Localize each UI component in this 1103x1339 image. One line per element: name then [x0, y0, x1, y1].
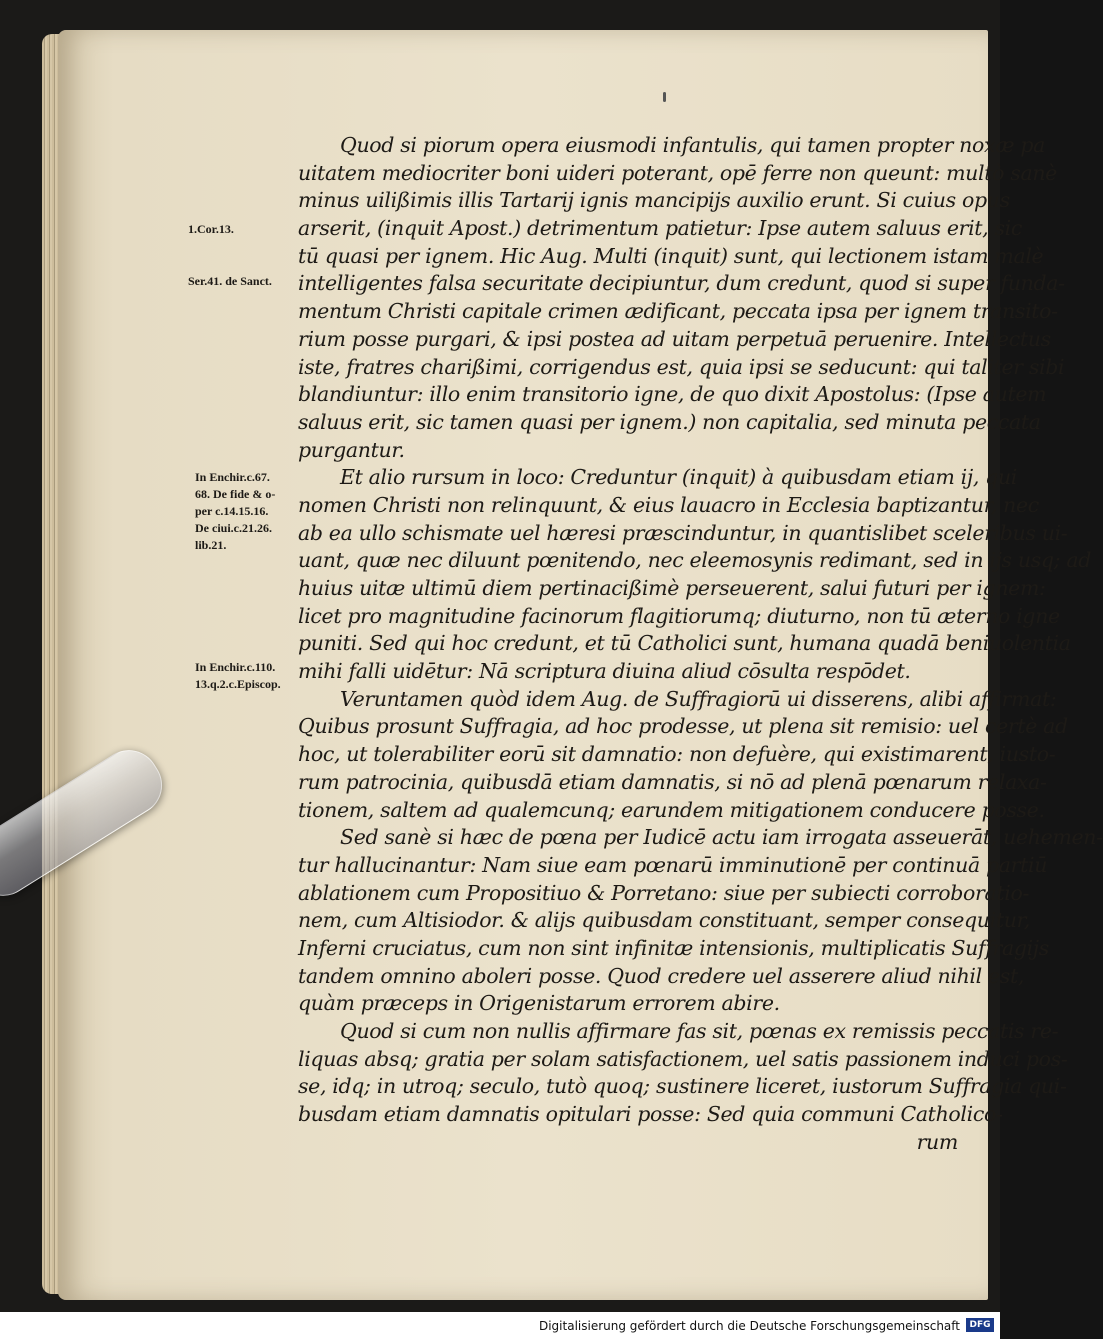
text-line: rum	[916, 1129, 958, 1154]
text-line: licet pro magnitudine facinorum flagitiorumq; diuturno, non tū æterno igne	[298, 603, 1060, 628]
text-line: mihi falli uidētur: Nā scriptura diuina aliud cōsulta respōdet.	[298, 659, 911, 684]
text-line: hoc, ut tolerabiliter eorū sit damnatio: non defuère, qui existimarent, iusto-	[298, 742, 1056, 767]
text-line: ab ea ullo schismate uel hæresi præscinduntur, in quantislibet sceleribus ui-	[298, 520, 1068, 545]
margin-note-enchiridion-67	[195, 469, 275, 554]
text-line: puniti. Sed qui hoc credunt, et tū Catholici sunt, humana quadā beniuolentia	[298, 631, 1071, 656]
text-line: minus uilißimis illis Tartarij ignis mancipijs auxilio erunt. Si cuius opus	[298, 188, 1010, 213]
text-line: Inferni cruciatus, cum non sint infinitæ intensionis, multiplicatis Suffragijs	[298, 935, 1049, 960]
margin-note-line: lib.21.	[195, 538, 227, 552]
main-text-block	[298, 132, 1103, 1156]
text-line: tū quasi per ignem. Hic Aug. Multi (inquit) sunt, qui lectionem istam malè	[298, 243, 1044, 268]
text-line: busdam etiam damnatis opitulari posse: Sed quia communi Catholico-	[298, 1102, 1003, 1127]
text-line: Quod si piorum opera eiusmodi infantulis, qui tamen propter noxæ pa	[340, 133, 1045, 157]
text-line: nem, cum Altisiodor. & alijs quibusdam constituant, semper consequitur,	[298, 908, 1030, 933]
margin-note-line: 68. De fide & o-	[195, 487, 276, 501]
text-line: arserit, (inquit Apost.) detrimentum patietur: Ipse autem saluus erit, sic	[298, 216, 1023, 241]
text-line: rium posse purgari, & ipsi postea ad uitam perpetuā peruenire. Intellectus	[298, 326, 1051, 351]
text-line: uant, quæ nec diluunt pœnitendo, nec eleemosynis redimant, sed in ijs usq; ad	[298, 548, 1092, 573]
text-line: saluus erit, sic tamen quasi per ignem.) non capitalia, sed minuta peccata	[298, 409, 1041, 434]
text-line: Et alio rursum in loco: Creduntur (inquit) à quibusdam etiam ij, qui	[340, 465, 1018, 490]
text-line: tur hallucinantur: Nam siue eam pœnarū imminutionē per continuā partiū	[298, 852, 1048, 877]
margin-note-line: In Enchir.c.67.	[195, 470, 270, 484]
text-line: Veruntamen quòd idem Aug. de Suffragiorū ui disserens, alibi affirmat:	[340, 686, 1057, 711]
text-line: Sed sanè si hæc de pœna per Iudicē actu iam irrogata asseuerāt, uehemen-	[340, 825, 1103, 850]
text-line: huius uitæ ultimū diem pertinacißimè perseuerent, salui futuri per ignem:	[298, 576, 1046, 600]
footer-bar	[0, 1312, 1000, 1339]
text-line: rum patrocinia, quibusdā etiam damnatis, si nō ad plenā pœnarum relaxa-	[298, 769, 1047, 794]
text-line: se, idq; in utroq; seculo, tutò quoq; sustinere liceret, iustorum Suffragia qui-	[298, 1074, 1067, 1099]
margin-note-line: per c.14.15.16.	[195, 504, 269, 518]
page-mark	[663, 92, 666, 102]
margin-note-line: De ciui.c.21.26.	[195, 521, 272, 535]
margin-note-line: 1.Cor.13.	[188, 222, 234, 236]
text-line: purgantur.	[298, 437, 405, 462]
text-line: liquas absq; gratia per solam satisfactionem, uel satis passionem induci pos-	[298, 1046, 1068, 1071]
text-line: nomen Christi non relinquunt, & eius lauacro in Ecclesia baptizantur, nec	[298, 492, 1039, 517]
dfg-logo: DFG	[966, 1318, 994, 1332]
margin-note-enchiridion-110	[195, 659, 281, 693]
margin-note-sermon	[188, 273, 272, 290]
text-line: ablationem cum Propositiuo & Porretano: siue per subiecti corroboratio-	[298, 880, 1030, 905]
text-line: tandem omnino aboleri posse. Quod credere uel asserere aliud nihil est,	[298, 963, 1025, 988]
margin-note-1-cor	[188, 221, 234, 238]
text-line: iste, fratres charißimi, corrigendus est, quia ipsi se seducunt: qui taliter sibi	[298, 354, 1065, 379]
margin-note-line: 13.q.2.c.Episcop.	[195, 677, 281, 691]
text-line: Quibus prosunt Suffragia, ad hoc prodesse, ut plena sit remisio: uel certè ad	[298, 714, 1068, 739]
text-line: quàm præceps in Origenistarum errorem abire.	[298, 991, 780, 1016]
text-line: intelligentes falsa securitate decipiuntur, dum credunt, quod si super funda-	[298, 271, 1065, 296]
text-line: blandiuntur: illo enim transitorio igne, de quo dixit Apostolus: (Ipse autem	[298, 382, 1047, 407]
text-line: mentum Christi capitale crimen ædificant, peccata ipsa per ignem transito-	[298, 299, 1058, 324]
text-line: Quod si cum non nullis affirmare fas sit, pœnas ex remissis peccatis re-	[340, 1019, 1059, 1043]
margin-note-line: In Enchir.c.110.	[195, 660, 276, 674]
margin-note-line: Ser.41. de Sanct.	[188, 274, 272, 288]
footer-credit: Digitalisierung gefördert durch die Deutsche Forschungsgemeinschaft	[538, 1319, 960, 1333]
text-line: tionem, saltem ad qualemcunq; earundem mitigationem conducere posse.	[298, 797, 1045, 822]
text-line: uitatem mediocriter boni uideri poterant, opē ferre non queunt: multò sanè	[298, 160, 1057, 185]
